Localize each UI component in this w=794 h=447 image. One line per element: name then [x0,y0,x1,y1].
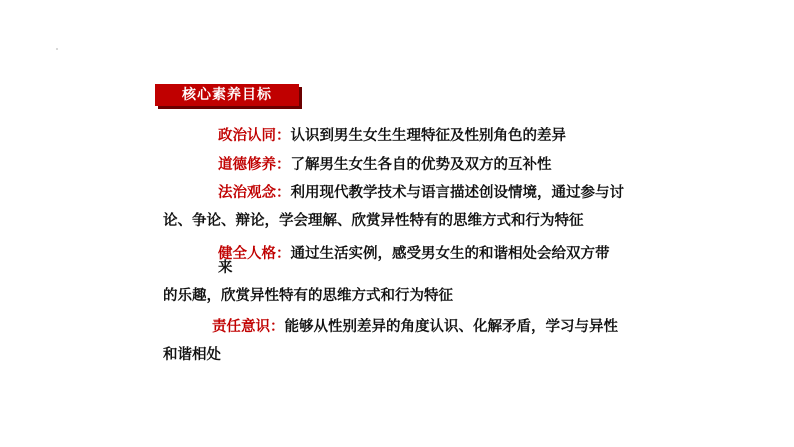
goal-personality-wrap: 来 [218,260,233,276]
goal-label: 法治观念： [218,185,291,201]
goal-text: 利用现代教学技术与语言描述创设情境，通过参与讨 [290,185,624,201]
section-title: 核心素养目标 [155,84,299,106]
goal-legal [218,184,624,202]
goal-personality [218,245,610,263]
goal-political [218,127,566,145]
goal-label: 政治认同： [218,128,291,144]
goal-moral [218,156,552,174]
goal-personality-continued: 的乐趣，欣赏异性特有的思维方式和行为特征 [163,288,453,304]
goal-text: 能够从性别差异的角度认识、化解矛盾，学习与异性 [284,319,618,335]
goal-text: 了解男生女生各自的优势及双方的互补性 [290,157,552,173]
goal-text: 通过生活实例，感受男女生的和谐相处会给双方带 [290,246,610,262]
goal-responsibility-continued: 和谐相处 [163,347,221,363]
goal-label: 健全人格： [218,246,291,262]
decor-dot [56,48,58,50]
goal-label: 责任意识： [212,319,285,335]
goal-text: 认识到男生女生生理特征及性别角色的差异 [290,128,566,144]
goal-responsibility [212,318,618,336]
goal-legal-continued: 论、争论、辩论，学会理解、欣赏异性特有的思维方式和行为特征 [163,213,584,229]
goal-label: 道德修养： [218,157,291,173]
